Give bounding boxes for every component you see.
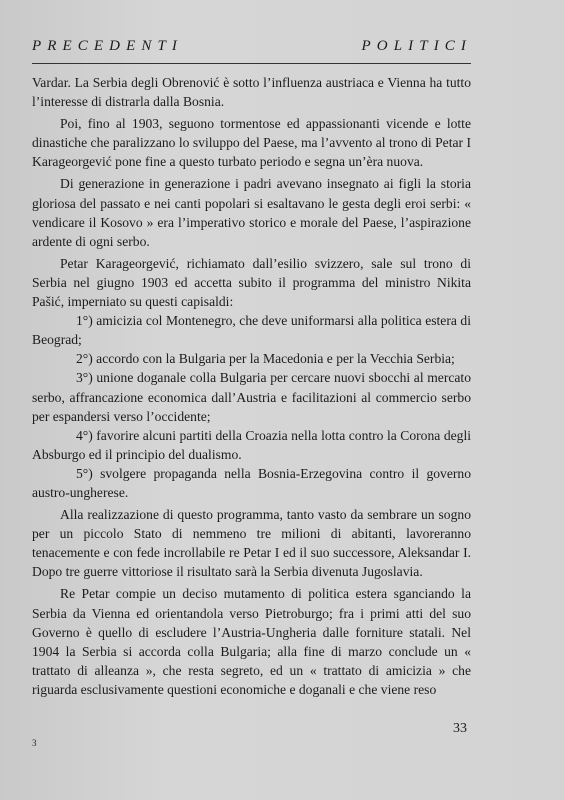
list-item-4: 4°) favorire alcuni partiti della Croazia nella lotta contro la Corona degli Absburgo ed il principio del dualismo.	[32, 427, 471, 462]
paragraph-1: Vardar. La Serbia degli Obrenović è sotto l’influenza austriaca e Vienna ha tutto l’interesse di distrarla dalla Bosnia.	[32, 75, 471, 110]
list-item-2: 2°) accordo con la Bulgaria per la Macedonia e per la Vecchia Serbia;	[76, 351, 455, 367]
paragraph-3: Di generazione in generazione i padri avevano insegnato ai figli la storia gloriosa del passato e nei canti popolari si esaltavano le gesta degli eroi serbi: « vendicare il Kosovo » era l’imperativo storico e morale del Paese, l’aspirazione ardente di ogni serbo.	[32, 176, 471, 249]
paragraph-4: Petar Karageorgević, richiamato dall’esilio svizzero, sale sul trono di Serbia nel giugno 1903 ed accetta subito il programma del ministro Nikita Pašić, imperniato su questi capisaldi:	[32, 255, 471, 310]
paragraph-6: Re Petar compie un deciso mutamento di politica estera sganciando la Serbia da Vienna ed orientandola verso Pietroburgo; fra i primi atti del suo Governo è quello di escludere l’Austria-Ungheria dalle forniture statali. Nel 1904 la Serbia si accorda colla Bulgaria; alla fine di marzo conclude un « trattato di alleanza », che resta segreto, ed un « trattato di amicizia » che riguarda esclusivamente questioni economiche e doganali e che viene reso	[32, 586, 471, 697]
running-header-left: PRECEDENTI	[32, 38, 183, 54]
page-number: 33	[453, 721, 467, 736]
header-rule	[32, 63, 471, 64]
paragraph-2: Poi, fino al 1903, seguono tormentose ed appassionanti vicende e lotte dinastiche che paralizzano lo sviluppo del Paese, ma l’avvento al trono di Petar I Karageorgević pone fine a questo turbato periodo e segna un’èra nuova.	[32, 116, 471, 170]
running-header-right: POLITICI	[361, 38, 472, 54]
list-item-3: 3°) unione doganale colla Bulgaria per cercare nuovi sbocchi al mercato serbo, affrancazione economica dall’Austria e facilitazioni al commercio serbo per espandersi verso l’occidente;	[32, 370, 471, 424]
body-text	[32, 73, 471, 699]
list-item-1: 1°) amicizia col Montenegro, che deve uniformarsi alla politica estera di Beograd;	[32, 313, 471, 348]
running-header	[32, 38, 472, 55]
list-item-5: 5°) svolgere propaganda nella Bosnia-Erzegovina contro il governo austro-ungherese.	[32, 465, 471, 500]
signature-mark: 3	[32, 738, 37, 748]
paragraph-5: Alla realizzazione di questo programma, tanto vasto da sembrare un sogno per un piccolo Stato di nemmeno tre milioni di abitanti, lavoreranno tenacemente e con fede incrollabile re Petar I ed il suo successore, Aleksandar I. Dopo tre guerre vittoriose il risultato sarà la Serbia divenuta Jugoslavia.	[32, 507, 471, 580]
